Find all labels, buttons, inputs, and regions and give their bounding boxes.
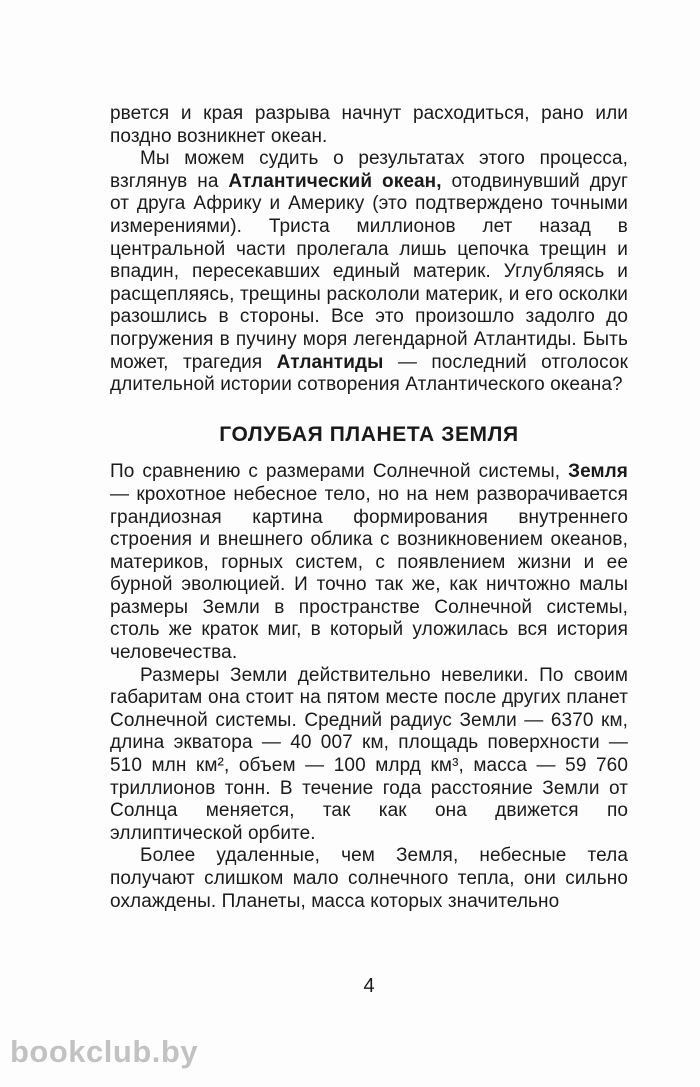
paragraph [110, 665, 628, 846]
paragraph [110, 148, 628, 397]
text-run: По сравнению с размерами Солнечной системы, [110, 461, 569, 483]
bold-text-run: Атлантический океан, [228, 170, 442, 192]
bold-text-run: Атлантиды [276, 351, 384, 373]
bold-text-run: ГОЛУБАЯ ПЛАНЕТА ЗЕМЛЯ [219, 422, 519, 446]
page-number: 4 [363, 975, 375, 997]
bold-text-run: Земля [568, 461, 628, 483]
paragraph [110, 845, 628, 913]
text-run: — последний отголосок длительной истории сотворения Атлантического океана? [110, 351, 628, 396]
paragraph [110, 103, 628, 148]
text-run: — крохотное небесное тело, но на нем разворачивается грандиозная картина формирования внутреннего строения и внешнего облика с возникновением океанов, материков, горных систем, с появлением жизни и ее бурной эволюцией. И точно так же, как ничтожно малы размеры Земли в пространстве Солнечной системы, столь же краток миг, в который уложилась вся история человечества. [110, 483, 628, 664]
text-run: Более удаленные, чем Земля, небесные тела получают слишком мало солнечного тепла, они сильно охлаждены. Планеты, масса которых значительно [110, 845, 628, 912]
text-run: Мы можем судить о результатах этого процесса, взглянув на [110, 148, 628, 192]
text-run: рвется и края разрыва начнут расходиться, рано или поздно возникнет океан. [110, 103, 628, 147]
paragraph [110, 461, 628, 664]
text-run: Размеры Земли действительно невелики. По своим габаритам она стоит на пятом месте после других планет Солнечной системы. Средний радиус Земли — 6370 км, длина экватора — 40 007 км, площадь поверхности — 510 млн км², объем — 100 млрд км³, масса — 59 760 триллионов тонн. В течение года расстояние Земли от Солнца меняется, так как она движется по эллиптической орбите. [110, 664, 628, 844]
text-block [110, 103, 628, 913]
section-heading [110, 424, 628, 447]
text-run: отодвинувший друг от друга Африку и Америку (это подтверждено точными измерениями). Триста миллионов лет назад в центральной части пролегала лишь цепочка трещин и впадин, пересекавших единый материк. Углубляясь и расщепляясь, трещины раскололи материк, и его осколки разошлись в стороны. Все это произошло задолго до погружения в пучину моря легендарной Атлантиды. Быть может, трагедия [110, 170, 628, 373]
watermark: bookclub.by [10, 1034, 199, 1069]
